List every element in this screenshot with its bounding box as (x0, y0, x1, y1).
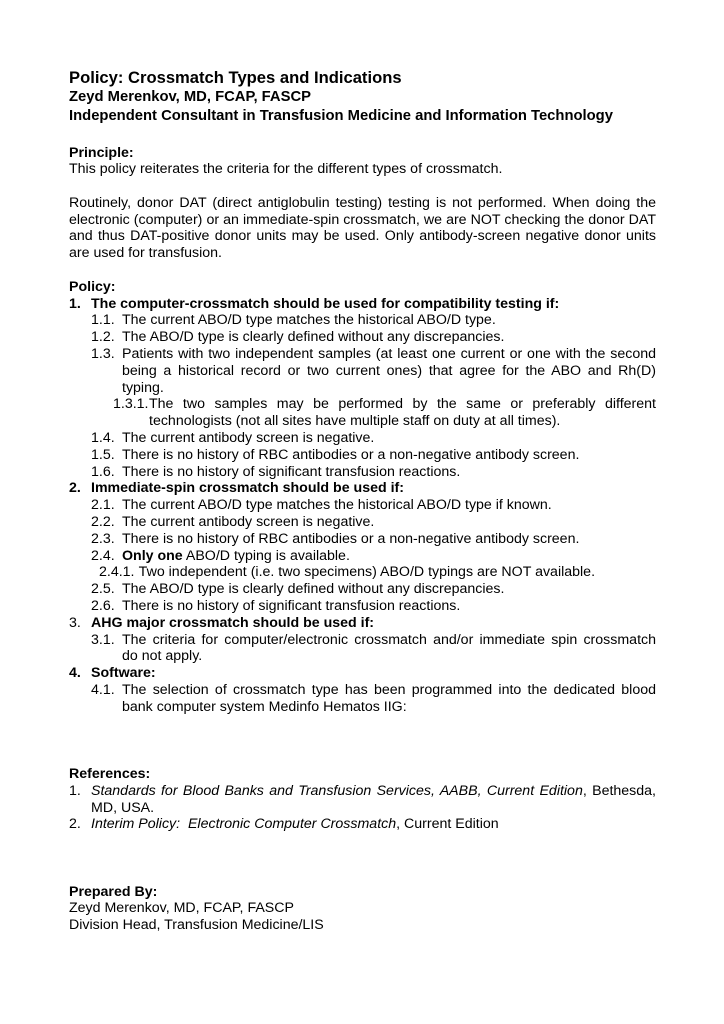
section-number: 4. (69, 665, 81, 682)
item-text-rest: ABO/D typing is available. (182, 547, 350, 564)
prepared-by-heading: Prepared By: (69, 883, 158, 900)
item-number: 1.2. (91, 329, 115, 346)
section-title: AHG major crossmatch should be used if: (91, 614, 375, 631)
item-text: There is no history of significant transfusion reactions. (122, 598, 461, 615)
item-number: 2.3. (91, 530, 115, 547)
item-text: The current antibody screen is negative. (122, 430, 375, 447)
item-text: The ABO/D type is clearly defined without any discrepancies. (122, 329, 505, 346)
document-title: Policy: Crossmatch Types and Indications (69, 68, 402, 87)
policy-item (69, 430, 656, 447)
reference-title: Interim Policy: Electronic Computer Crossmatch (91, 816, 397, 833)
item-text (122, 548, 656, 565)
policy-item (69, 548, 656, 565)
policy-item (69, 312, 656, 329)
item-text: The current ABO/D type matches the historical ABO/D type. (122, 312, 496, 329)
policy-subitem (69, 396, 656, 430)
policy-item (69, 581, 656, 598)
references-heading: References: (69, 765, 151, 782)
policy-heading: Policy: (69, 278, 116, 295)
policy-item (69, 531, 656, 548)
preparer-name: Zeyd Merenkov, MD, FCAP, FASCP (69, 900, 294, 917)
item-number: 1.3.1. (113, 396, 149, 413)
item-text: The current ABO/D type matches the historical ABO/D type if known. (122, 497, 552, 514)
policy-item (69, 329, 656, 346)
policy-section-4 (69, 665, 656, 682)
principle-paragraph: Routinely, donor DAT (direct antiglobulin testing) testing is not performed. When doing the electronic (computer) or an immediate-spin crossmatch, we are NOT checking the donor DAT and thus DAT-positive donor units may be used. Only antibody-screen negative donor units are used for transfusion. (69, 194, 656, 262)
item-number: 2.2. (91, 514, 115, 531)
reference-title: Standards for Blood Banks and Transfusion Services, AABB, Current Edition (91, 782, 583, 799)
policy-item (69, 514, 656, 531)
policy-subitem (69, 564, 656, 581)
item-text: There is no history of significant transfusion reactions. (122, 463, 461, 480)
item-text: The current antibody screen is negative. (122, 514, 375, 531)
item-text: The criteria for computer/electronic crossmatch and/or immediate spin crossmatch do not apply. (122, 631, 656, 665)
section-number: 1. (69, 295, 81, 312)
reference-item (69, 783, 656, 817)
item-number: 1.5. (91, 446, 115, 463)
reference-detail: , Current Edition (396, 816, 499, 833)
item-number: 1.3. (91, 346, 115, 363)
principle-text: This policy reiterates the criteria for the different types of crossmatch. (69, 161, 503, 178)
item-text: The selection of crossmatch type has been programmed into the dedicated blood bank computer system Medinfo Hematos IIG: (122, 682, 656, 715)
section-number: 2. (69, 480, 81, 497)
item-text: The two samples may be performed by the same or preferably different technologists (not all sites have multiple staff on duty at all times). (149, 396, 656, 430)
principle-heading: Principle: (69, 144, 134, 161)
policy-section-1 (69, 296, 656, 313)
reference-number: 2. (69, 816, 81, 833)
section-number: 3. (69, 614, 81, 631)
item-number: 2.5. (91, 581, 115, 598)
author-name: Zeyd Merenkov, MD, FCAP, FASCP (69, 88, 312, 105)
item-text: Two independent (i.e. two specimens) ABO/D typings are NOT available. (135, 564, 596, 581)
item-number: 2.1. (91, 497, 115, 514)
reference-detail: , Bethesda, MD, USA. (91, 782, 656, 816)
reference-text (91, 816, 656, 833)
item-number: 2.4. (91, 547, 115, 564)
emphasis-text: Only one (122, 547, 183, 564)
policy-item (69, 447, 656, 464)
item-number: 4.1. (91, 682, 115, 698)
item-text: The ABO/D type is clearly defined without any discrepancies. (122, 581, 505, 598)
section-title: Immediate-spin crossmatch should be used if: (91, 480, 404, 497)
policy-item (69, 598, 656, 615)
section-title: Software: (91, 665, 156, 682)
reference-item (69, 816, 656, 833)
item-number: 1.1. (91, 312, 115, 329)
document-page (69, 68, 656, 934)
section-title: The computer-crossmatch should be used for compatibility testing if: (91, 295, 560, 312)
item-number: 1.6. (91, 463, 115, 480)
author-affiliation: Independent Consultant in Transfusion Medicine and Information Technology (69, 107, 613, 124)
item-number: 3.1. (91, 631, 115, 648)
item-text: There is no history of RBC antibodies or a non-negative antibody screen. (122, 446, 580, 463)
item-text: There is no history of RBC antibodies or a non-negative antibody screen. (122, 530, 580, 547)
item-number: 2.6. (91, 598, 115, 615)
item-number: 2.4.1. (99, 564, 135, 581)
reference-number: 1. (69, 782, 81, 799)
policy-item (69, 346, 656, 396)
reference-text (91, 783, 656, 817)
policy-item (69, 682, 656, 716)
preparer-position: Division Head, Transfusion Medicine/LIS (69, 917, 324, 934)
policy-section-2 (69, 480, 656, 497)
policy-item (69, 464, 656, 481)
policy-section-3 (69, 615, 656, 632)
item-text: Patients with two independent samples (at least one current or one with the second being a historical record or two current ones) that agree for the ABO and Rh(D) typing. (122, 346, 656, 396)
policy-item (69, 632, 656, 666)
policy-item (69, 497, 656, 514)
item-number: 1.4. (91, 430, 115, 447)
